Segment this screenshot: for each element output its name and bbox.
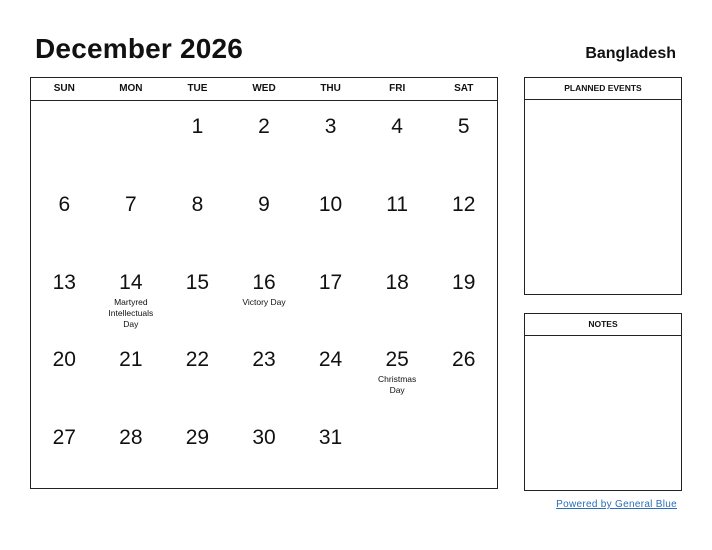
- day-number: 23: [252, 348, 276, 372]
- calendar-grid: [30, 77, 498, 489]
- day-number: 14: [119, 270, 143, 294]
- day-number: 4: [391, 115, 403, 138]
- day-cell: [98, 101, 165, 179]
- day-cell: [31, 179, 98, 257]
- day-cell: [364, 101, 431, 179]
- holiday-label: Victory Day: [242, 296, 286, 307]
- day-cell: [98, 412, 165, 490]
- planned-events-heading: PLANNED EVENTS: [525, 78, 681, 100]
- weekday-thu: THU: [320, 83, 341, 94]
- day-number: 8: [191, 192, 204, 216]
- day-number: 11: [386, 192, 409, 216]
- day-cell: [430, 179, 497, 257]
- day-cell: [297, 179, 364, 257]
- day-cell: [430, 257, 497, 335]
- day-number: 12: [452, 192, 476, 216]
- day-number: 13: [52, 270, 76, 294]
- notes-heading: NOTES: [525, 314, 681, 336]
- day-number: 30: [252, 426, 276, 450]
- day-cell: [164, 334, 231, 412]
- day-cell: [98, 257, 165, 335]
- weekday-sun: SUN: [53, 83, 75, 94]
- day-grid: [31, 101, 497, 490]
- weekday-header-row: [31, 78, 497, 101]
- day-cell: [297, 334, 364, 412]
- day-number: 31: [318, 426, 343, 450]
- weekday-mon: MON: [119, 83, 143, 94]
- day-number: 28: [119, 426, 143, 450]
- day-cell: [297, 257, 364, 335]
- holiday-label: Martyred Intellectuals Day: [108, 296, 154, 329]
- country-label: Bangladesh: [585, 45, 676, 62]
- day-cell: [164, 412, 231, 490]
- day-number: 25: [385, 348, 409, 372]
- day-cell: [164, 179, 231, 257]
- day-number: 19: [452, 270, 476, 294]
- day-cell: [430, 101, 497, 179]
- day-cell: [364, 257, 431, 335]
- day-cell: [231, 334, 298, 412]
- day-cell: [231, 101, 298, 179]
- day-cell: [164, 101, 231, 179]
- weekday-tue: TUE: [187, 83, 208, 94]
- day-number: 26: [452, 348, 476, 372]
- day-cell: [31, 101, 98, 179]
- calendar-title: December 2026: [35, 33, 244, 64]
- day-cell: [98, 334, 165, 412]
- weekday-wed: WED: [252, 83, 276, 94]
- day-number: 9: [258, 192, 270, 216]
- day-cell: [297, 412, 364, 490]
- day-number: 21: [119, 348, 143, 372]
- day-cell: [31, 257, 98, 335]
- day-number: 18: [385, 270, 409, 294]
- day-cell: [364, 334, 431, 412]
- day-number: 10: [318, 192, 343, 216]
- day-number: 5: [457, 115, 470, 138]
- weekday-sat: SAT: [454, 83, 474, 94]
- day-number: 17: [318, 270, 343, 294]
- weekday-fri: FRI: [389, 83, 406, 94]
- day-cell: [164, 257, 231, 335]
- day-cell: [231, 412, 298, 490]
- day-number: 27: [52, 426, 76, 450]
- day-cell: [430, 334, 497, 412]
- day-number: 1: [191, 115, 204, 138]
- day-number: 7: [125, 192, 137, 216]
- day-number: 29: [185, 426, 210, 450]
- day-number: 16: [252, 270, 276, 294]
- day-cell: [364, 412, 431, 490]
- day-number: 24: [318, 348, 343, 372]
- powered-by-link[interactable]: Powered by General Blue: [556, 499, 677, 510]
- day-number: 6: [58, 192, 71, 216]
- day-cell: [31, 412, 98, 490]
- day-number: 15: [185, 270, 210, 294]
- day-cell: [98, 179, 165, 257]
- day-cell: [430, 412, 497, 490]
- day-cell: [364, 179, 431, 257]
- holiday-label: Christmas Day: [378, 374, 417, 396]
- day-number: 20: [52, 348, 76, 372]
- notes-panel: [524, 313, 682, 491]
- planned-events-panel: [524, 77, 682, 295]
- day-number: 22: [185, 348, 210, 372]
- day-cell: [231, 257, 298, 335]
- day-number: 2: [258, 115, 270, 138]
- day-cell: [31, 334, 98, 412]
- day-number: 3: [324, 115, 337, 138]
- day-cell: [231, 179, 298, 257]
- day-cell: [297, 101, 364, 179]
